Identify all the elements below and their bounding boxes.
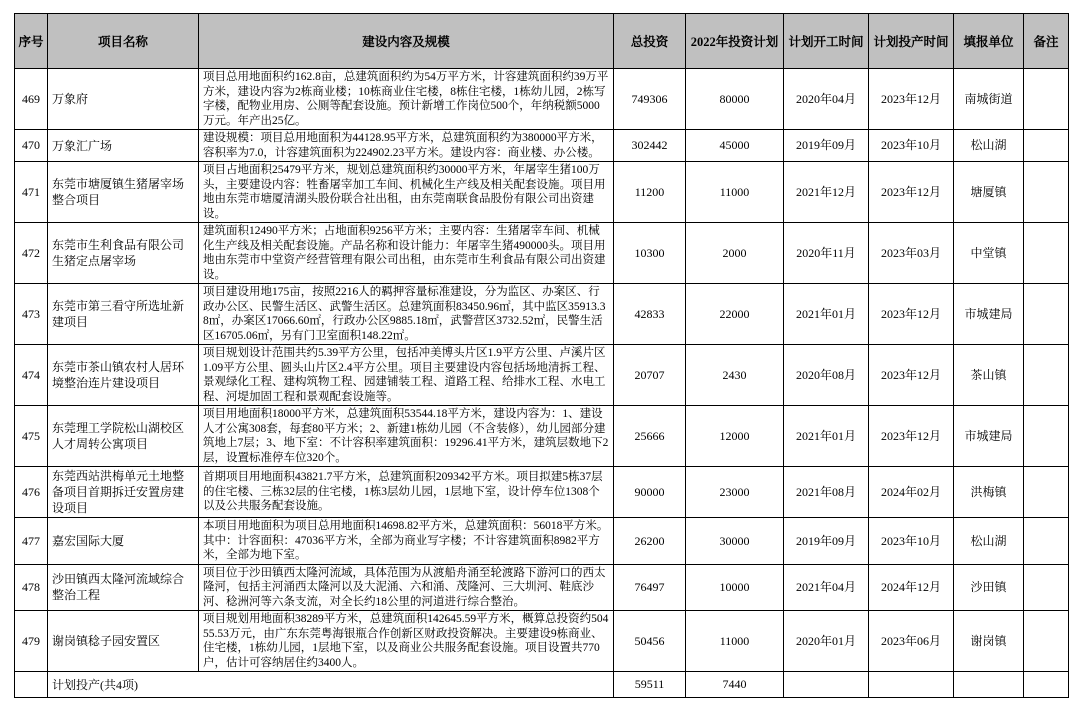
cell-total-investment: 90000 — [614, 467, 686, 518]
cell-total-investment: 50456 — [614, 611, 686, 672]
col-header-content-scale: 建设内容及规模 — [199, 14, 614, 69]
cell-remark — [1024, 345, 1069, 406]
cell-content: 首期项目用地面积43821.7平方米，总建筑面积209342平方米。项目拟建5栋37层的住宅楼、三栋32层的住宅楼，1栋3层幼儿园，1层地下室，设计停车位1308个以及公共服务配套设施。 — [199, 467, 614, 518]
table-row — [15, 345, 1069, 406]
cell-reporting-unit: 洪梅镇 — [954, 467, 1024, 518]
cell-project-name: 沙田镇西太隆河流域综合整治工程 — [48, 564, 199, 611]
col-header-plan-2022: 2022年投资计划 — [686, 14, 784, 69]
cell-serial: 479 — [15, 611, 48, 672]
cell-project-name: 谢岗镇稔子园安置区 — [48, 611, 199, 672]
cell-plan-2022: 12000 — [686, 406, 784, 467]
cell-content: 项目位于沙田镇西太隆河流域，具体范围为从渡船舟涌至轮渡路下游河口的西太隆河，包括主河涌西太隆河以及大泥涌、六和涌、茂隆河、三大圳河、鞋底沙河、稔洲河等六条支流，对全长约18公里的河道进行综合整治。 — [199, 564, 614, 611]
cell-serial: 475 — [15, 406, 48, 467]
cell-plan-2022: 11000 — [686, 162, 784, 223]
cell-content: 项目规划用地面积38289平方米，总建筑面积142645.59平方米，概算总投资约50455.53万元，由广东东莞粤海银瓶合作创新区财政投资解决。主要建设9栋商业、住宅楼，1栋幼儿园，1层地下室，以及商业公共服务配套设施。项目设置共770户，估计可容纳居住约3400人。 — [199, 611, 614, 672]
table-summary — [15, 672, 1069, 698]
cell-plan-2022: 45000 — [686, 130, 784, 162]
cell-remark — [1024, 162, 1069, 223]
cell-start-date: 2021年01月 — [784, 406, 869, 467]
cell-project-name: 东莞市茶山镇农村人居环境整治连片建设项目 — [48, 345, 199, 406]
table-row — [15, 69, 1069, 130]
cell-content: 项目建设用地175亩，按照2216人的羁押容量标准建设，分为监区、办案区、行政办公区、民警生活区、武警生活区。总建筑面积83450.96㎡，其中监区35913.38㎡，办案区17066.60㎡，行政办公区9885.18㎡，武警营区3732.52㎡，民警生活区16705.06㎡，另有门卫室面积148.22㎡。 — [199, 284, 614, 345]
cell-remark — [1024, 69, 1069, 130]
cell-total-investment: 302442 — [614, 130, 686, 162]
summary-reporting-unit — [954, 672, 1024, 698]
cell-project-name: 万象府 — [48, 69, 199, 130]
cell-total-investment: 11200 — [614, 162, 686, 223]
cell-reporting-unit: 塘厦镇 — [954, 162, 1024, 223]
cell-production-date: 2023年12月 — [869, 162, 954, 223]
cell-reporting-unit: 松山湖 — [954, 130, 1024, 162]
cell-production-date: 2023年12月 — [869, 69, 954, 130]
cell-start-date: 2020年11月 — [784, 223, 869, 284]
table-row — [15, 223, 1069, 284]
table-row — [15, 518, 1069, 565]
col-header-total-investment: 总投资 — [614, 14, 686, 69]
cell-reporting-unit: 南城街道 — [954, 69, 1024, 130]
cell-remark — [1024, 518, 1069, 565]
summary-production-date — [869, 672, 954, 698]
col-header-reporting-unit: 填报单位 — [954, 14, 1024, 69]
cell-plan-2022: 30000 — [686, 518, 784, 565]
cell-serial: 471 — [15, 162, 48, 223]
col-header-serial: 序号 — [15, 14, 48, 69]
cell-start-date: 2021年08月 — [784, 467, 869, 518]
cell-start-date: 2021年12月 — [784, 162, 869, 223]
cell-content: 项目用地面积18000平方米，总建筑面积53544.18平方米，建设内容为：1、建设人才公寓308套，每套80平方米；2、新建1栋幼儿园（不含装修），幼儿园部分建筑地上7层；3、地下室：不计容积率建筑面积：19296.41平方米，建筑层数地下2层，设置标准停车位320个。 — [199, 406, 614, 467]
cell-total-investment: 42833 — [614, 284, 686, 345]
cell-content: 项目规划设计范围共约5.39平方公里，包括冲美博头片区1.9平方公里、卢溪片区1.09平方公里、圆头山片区2.4平方公里。项目主要建设内容包括场地清拆工程、景观绿化工程、建构筑物工程、园建铺装工程、道路工程、给排水工程、水电工程、河堤加固工程和景观配套设施等。 — [199, 345, 614, 406]
cell-content: 项目占地面积25479平方米，规划总建筑面积约30000平方米，年屠宰生猪100万头，主要建设内容：牲畜屠宰加工车间、机械化生产线及相关配套设施。项目用地由东莞市塘厦清湖头股份联合社出租，由东莞南联食品股份有限公司出资建设。 — [199, 162, 614, 223]
cell-reporting-unit: 中堂镇 — [954, 223, 1024, 284]
cell-reporting-unit: 谢岗镇 — [954, 611, 1024, 672]
cell-remark — [1024, 284, 1069, 345]
cell-production-date: 2023年10月 — [869, 130, 954, 162]
cell-content: 项目总用地面积约162.8亩，总建筑面积约为54万平方米，计容建筑面积约39万平方米，建设内容为2栋商业楼；10栋商业住宅楼，8栋住宅楼，1栋幼儿园，2栋写字楼，配物业用房、公厕等配套设施。预计新增工作岗位500个，年纳税额5000万元。年产出25亿。 — [199, 69, 614, 130]
cell-total-investment: 76497 — [614, 564, 686, 611]
table-row — [15, 130, 1069, 162]
cell-plan-2022: 2000 — [686, 223, 784, 284]
cell-reporting-unit: 市城建局 — [954, 284, 1024, 345]
cell-remark — [1024, 223, 1069, 284]
cell-production-date: 2024年02月 — [869, 467, 954, 518]
cell-start-date: 2019年09月 — [784, 518, 869, 565]
header-row — [15, 14, 1069, 69]
cell-start-date: 2020年01月 — [784, 611, 869, 672]
cell-serial: 474 — [15, 345, 48, 406]
cell-serial: 473 — [15, 284, 48, 345]
cell-total-investment: 20707 — [614, 345, 686, 406]
cell-production-date: 2024年12月 — [869, 564, 954, 611]
col-header-remark: 备注 — [1024, 14, 1069, 69]
cell-project-name: 东莞市生利食品有限公司生猪定点屠宰场 — [48, 223, 199, 284]
col-header-project-name: 项目名称 — [48, 14, 199, 69]
cell-total-investment: 749306 — [614, 69, 686, 130]
table-body — [15, 69, 1069, 672]
cell-start-date: 2019年09月 — [784, 130, 869, 162]
summary-row — [15, 672, 1069, 698]
cell-production-date: 2023年03月 — [869, 223, 954, 284]
cell-production-date: 2023年06月 — [869, 611, 954, 672]
summary-remark — [1024, 672, 1069, 698]
table-row — [15, 162, 1069, 223]
table-row — [15, 284, 1069, 345]
col-header-start-date: 计划开工时间 — [784, 14, 869, 69]
cell-plan-2022: 2430 — [686, 345, 784, 406]
cell-production-date: 2023年12月 — [869, 284, 954, 345]
cell-production-date: 2023年12月 — [869, 345, 954, 406]
summary-total-investment: 59511 — [614, 672, 686, 698]
cell-total-investment: 25666 — [614, 406, 686, 467]
summary-label: 计划投产(共4项) — [48, 672, 614, 698]
table-row — [15, 406, 1069, 467]
cell-content: 建筑面积12490平方米；占地面积9256平方米；主要内容：生猪屠宰车间、机械化生产线及相关配套设施。产品名称和设计能力：年屠宰生猪490000头。项目用地由东莞市中堂资产经营管理有限公司出租，由东莞市生利食品有限公司出资建设。 — [199, 223, 614, 284]
cell-serial: 476 — [15, 467, 48, 518]
table-row — [15, 564, 1069, 611]
cell-reporting-unit: 沙田镇 — [954, 564, 1024, 611]
cell-project-name: 东莞理工学院松山湖校区人才周转公寓项目 — [48, 406, 199, 467]
cell-project-name: 东莞市第三看守所选址新建项目 — [48, 284, 199, 345]
cell-plan-2022: 11000 — [686, 611, 784, 672]
cell-remark — [1024, 406, 1069, 467]
cell-start-date: 2021年01月 — [784, 284, 869, 345]
cell-total-investment: 10300 — [614, 223, 686, 284]
investment-projects-table — [14, 13, 1069, 698]
table-row — [15, 611, 1069, 672]
cell-serial: 470 — [15, 130, 48, 162]
cell-plan-2022: 23000 — [686, 467, 784, 518]
cell-production-date: 2023年12月 — [869, 406, 954, 467]
cell-content: 建设规模：项目总用地面积为44128.95平方米，总建筑面积约为380000平方米，容积率为7.0，计容建筑面积为224902.23平方米。建设内容：商业楼、办公楼。 — [199, 130, 614, 162]
cell-remark — [1024, 611, 1069, 672]
cell-reporting-unit: 茶山镇 — [954, 345, 1024, 406]
table-header — [15, 14, 1069, 69]
summary-start-date — [784, 672, 869, 698]
cell-plan-2022: 10000 — [686, 564, 784, 611]
cell-start-date: 2020年04月 — [784, 69, 869, 130]
cell-remark — [1024, 130, 1069, 162]
table-row — [15, 467, 1069, 518]
cell-plan-2022: 22000 — [686, 284, 784, 345]
cell-project-name: 东莞市塘厦镇生猪屠宰场整合项目 — [48, 162, 199, 223]
col-header-production-date: 计划投产时间 — [869, 14, 954, 69]
cell-serial: 477 — [15, 518, 48, 565]
cell-project-name: 万象汇广场 — [48, 130, 199, 162]
summary-serial-cell — [15, 672, 48, 698]
cell-serial: 472 — [15, 223, 48, 284]
cell-project-name: 东莞西站洪梅单元土地整备项目首期拆迁安置房建设项目 — [48, 467, 199, 518]
summary-plan-2022: 7440 — [686, 672, 784, 698]
cell-start-date: 2021年04月 — [784, 564, 869, 611]
cell-production-date: 2023年10月 — [869, 518, 954, 565]
cell-remark — [1024, 564, 1069, 611]
cell-project-name: 嘉宏国际大厦 — [48, 518, 199, 565]
cell-plan-2022: 80000 — [686, 69, 784, 130]
cell-total-investment: 26200 — [614, 518, 686, 565]
cell-start-date: 2020年08月 — [784, 345, 869, 406]
cell-content: 本项目用地面积为项目总用地面积14698.82平方米，总建筑面积：56018平方米。其中：计容面积：47036平方米，全部为商业写字楼；不计容建筑面积8982平方米，全部为地下室。 — [199, 518, 614, 565]
cell-reporting-unit: 松山湖 — [954, 518, 1024, 565]
cell-remark — [1024, 467, 1069, 518]
cell-reporting-unit: 市城建局 — [954, 406, 1024, 467]
cell-serial: 469 — [15, 69, 48, 130]
cell-serial: 478 — [15, 564, 48, 611]
